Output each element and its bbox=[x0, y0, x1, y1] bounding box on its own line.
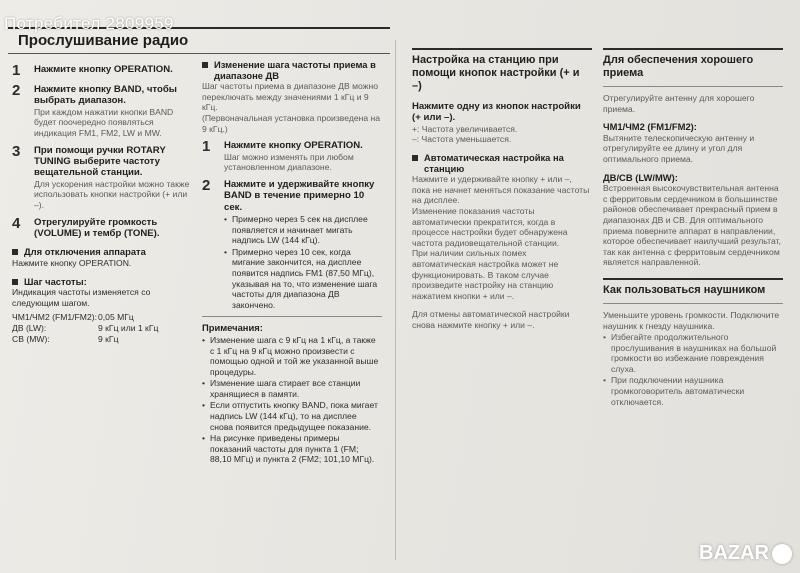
auto-tuning-section: Автоматическая настройка на станцию bbox=[412, 153, 592, 174]
tuning-instruction: Нажмите одну из кнопок настройки (+ или –). bbox=[412, 101, 581, 124]
headphones-heading: Как пользоваться наушником bbox=[603, 278, 783, 297]
freq-step-text: Индикация частоты изменяется со следующим шагом. bbox=[12, 287, 151, 308]
freq-row: СВ (MW): 9 кГц bbox=[12, 333, 119, 344]
step-4: 4 Отрегулируйте громкость (VOLUME) и тембр (TONE). bbox=[12, 214, 160, 239]
list-item: • Изменение шага стирает все станции хранящиеся в памяти. bbox=[202, 378, 361, 399]
reception-heading: Для обеспечения хорошего приема bbox=[603, 48, 783, 80]
freq-step-section: Шаг частоты: bbox=[12, 277, 190, 288]
column-divider bbox=[395, 40, 396, 560]
square-bullet-icon bbox=[12, 279, 18, 285]
square-bullet-icon bbox=[412, 155, 418, 161]
list-item: • Примерно через 5 сек на дисплее появляется и начинает мигать надпись LW (144 кГц). bbox=[224, 213, 368, 246]
auto-text-1: Нажмите и удерживайте кнопку + или –, пока не начнет меняться показание частоты на дисплее. bbox=[412, 174, 590, 206]
lw-step-1: 1 Нажмите кнопку OPERATION. Шаг можно изменять при любом установленном диапазоне. bbox=[202, 138, 363, 173]
tuning-heading: Настройка на станцию при помощи кнопок настройки (+ и –) bbox=[412, 48, 592, 93]
column-4 bbox=[603, 48, 783, 407]
column-1 bbox=[12, 58, 190, 344]
auto-cancel-text: Для отмены автоматической настройки снова нажмите кнопку + или –. bbox=[412, 309, 570, 330]
lw-text: Встроенная высокочувствительная антенна с ферритовым сердечником в большинстве районов обеспечивает прекрасный прием в диапазонах ДВ и СВ. Для оптимального приема поверните аппарат в направлении, которое обеспечивает наилучший результат, так как антенна с ферритовым сердечником является направленной. bbox=[603, 183, 781, 268]
headphones-text: Уменьшите уровень громкости. Подключите наушник к гнезду наушника. bbox=[603, 309, 780, 331]
page-title: Прослушивание радио bbox=[18, 32, 189, 49]
square-bullet-icon bbox=[202, 62, 208, 68]
list-item: • Если отпустить кнопку BAND, пока мигает надпись LW (144 кГц), то на дисплее снова появится предыдущее показание. bbox=[202, 400, 378, 432]
logo-dot-icon bbox=[772, 544, 792, 564]
list-item: • На рисунке приведены примеры показаний частоты для пункта 1 (FM; 88,10 МГц) и пункта 2 (FM2; 101,10 МГц). bbox=[202, 433, 375, 465]
divider bbox=[202, 316, 382, 317]
square-bullet-icon bbox=[12, 249, 18, 255]
lw-step-note: (Первоначальная установка произведена на 9 кГц.) bbox=[202, 112, 381, 134]
step-2: 2 Нажмите кнопку BAND, чтобы выбрать диапазон. При каждом нажатии кнопки BAND будет поочередно появляться индикация FM1, FM2, LW и MW. bbox=[12, 82, 177, 138]
lw-heading: ДВ/СВ (LW/MW): bbox=[603, 171, 678, 183]
lw-step-2: 2 Нажмите и удерживайте кнопку BAND в течение примерно 10 сек. • Примерно через 5 сек на дисплее появляется и начинает мигать надпись LW (144 кГц). • Примерно через 10 сек, когда мигание закончится, на дисплее появится надпись FM1 (87,50 МГц), указывая на то, что изменение шага частоты для диапазона ДВ закончено. bbox=[202, 179, 382, 311]
auto-text-3: При наличии сильных помех автоматическая настройка может не функционировать. В таком случае произведите настройку на станцию нажатием кнопки + или –. bbox=[412, 248, 559, 301]
fm-heading: ЧМ1/ЧМ2 (FM1/FM2): bbox=[603, 121, 697, 133]
list-item: • Избегайте продолжительного прослушивания в наушниках на большой громкости во избежание повреждения слуха. bbox=[603, 332, 777, 374]
lw-step-text: Шаг частоты приема в диапазоне ДВ можно переключать между значениями 1 кГц и 9 кГц. bbox=[202, 81, 378, 113]
power-off-text: Нажмите кнопку OPERATION. bbox=[12, 258, 132, 268]
list-item: • Примерно через 10 сек, когда мигание закончится, на дисплее появится надпись FM1 (87,50 МГц), указывая на то, что изменение шага частоты для диапазона ДВ закончено. bbox=[224, 246, 378, 310]
divider bbox=[603, 86, 783, 87]
minus-text: –: Частота уменьшается. bbox=[412, 134, 512, 145]
lw-step-section: Изменение шага частоты приема в диапазоне ДВ bbox=[202, 60, 382, 81]
column-3 bbox=[412, 48, 592, 331]
fm-text: Вытяните телескопическую антенну и отрегулируйте ее длину и угол для оптимального приема. bbox=[603, 132, 755, 164]
power-off-section: Для отключения аппарата bbox=[12, 247, 190, 258]
divider bbox=[603, 303, 783, 304]
list-item: • Изменение шага с 9 кГц на 1 кГц, а также с 1 кГц на 9 кГц можно произвести с помощью одной и той же указанной выше процедуры. bbox=[202, 334, 379, 377]
notes-heading: Примечания: bbox=[202, 322, 263, 334]
watermark: Потребител 2809959 bbox=[4, 14, 174, 33]
plus-text: +: Частота увеличивается. bbox=[412, 123, 518, 134]
freq-row: ДВ (LW): 9 кГц или 1 кГц bbox=[12, 322, 159, 333]
reception-intro: Отрегулируйте антенну для хорошего приема. bbox=[603, 93, 755, 114]
auto-text-2: Изменение показания частоты автоматически прекратится, когда в процессе настройки будет обнаружена частота радиовещательной станции. bbox=[412, 205, 568, 248]
step-3: 3 При помощи ручки ROTARY TUNING выберите частоту вещательной станции. Для ускорения настройки можно также использовать кнопки настройки (+ или –). bbox=[12, 142, 190, 210]
bazar-logo: BAZAR bbox=[699, 542, 792, 565]
step-1: 1 Нажмите кнопку OPERATION. bbox=[12, 62, 173, 79]
column-2 bbox=[202, 58, 382, 465]
freq-row: ЧМ1/ЧМ2 (FM1/FM2): 0,05 МГц bbox=[12, 312, 134, 323]
list-item: • При подключении наушника громкоговоритель автоматически отключается. bbox=[603, 375, 745, 407]
